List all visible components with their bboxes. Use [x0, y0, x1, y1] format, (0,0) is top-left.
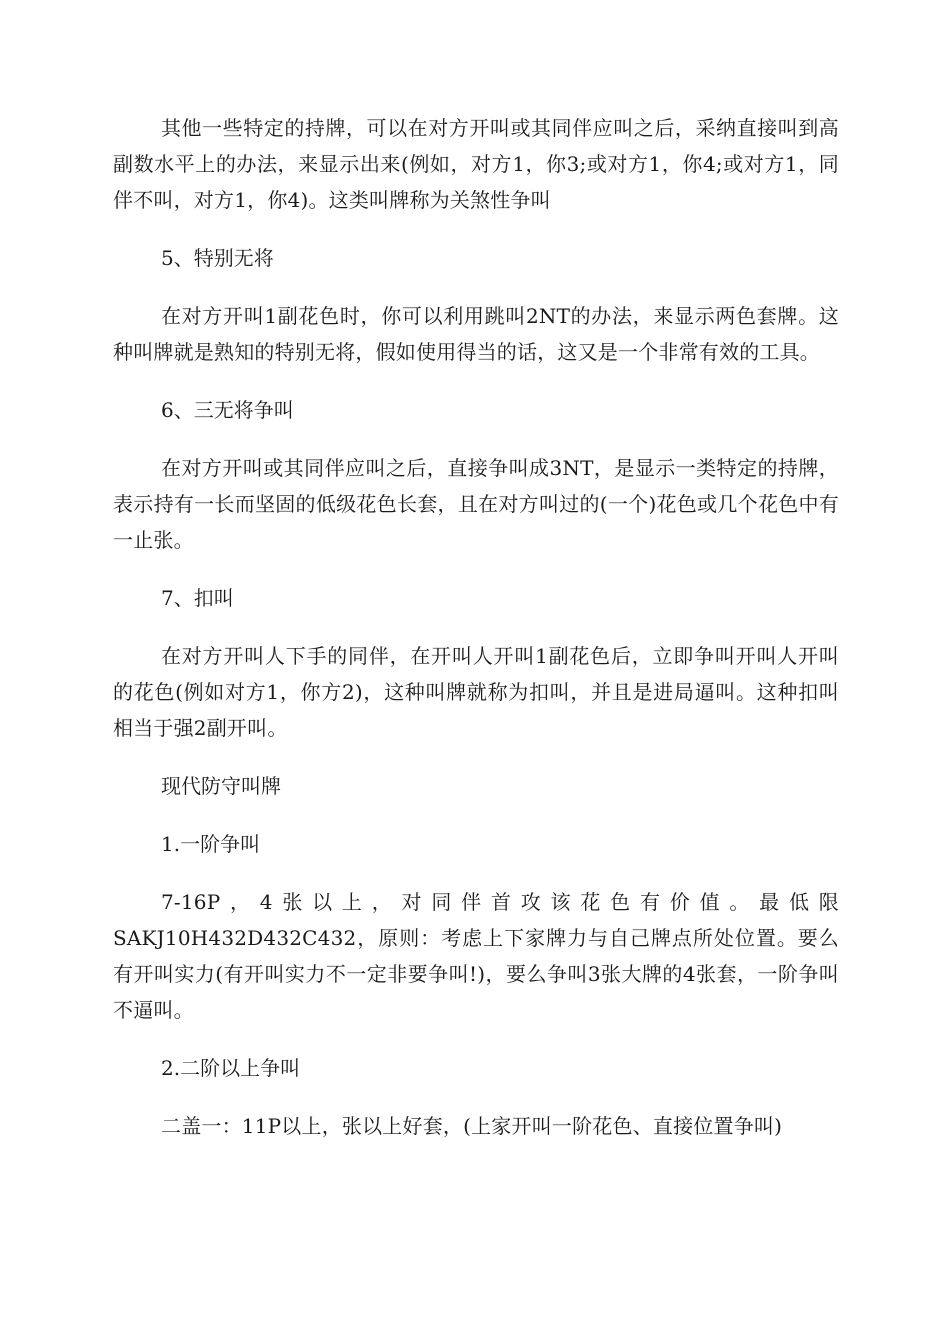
paragraph-unusual-notrump: 在对方开叫1副花色时，你可以利用跳叫2NT的办法，来显示两色套牌。这种叫牌就是熟知的特别无将，假如使用得当的话，这又是一个非常有效的工具。 [113, 304, 839, 364]
heading-unusual-notrump: 5、特别无将 [161, 246, 274, 270]
paragraph-two-over-one: 二盖一：11P以上，张以上好套，(上家开叫一阶花色、直接位置争叫) [161, 1114, 783, 1138]
paragraph-cue-bid: 在对方开叫人下手的同伴，在开叫人开叫1副花色后，立即争叫开叫人开叫的花色(例如对方1，你方2)，这种叫牌就称为扣叫，并且是进局逼叫。这种扣叫相当于强2副开叫。 [113, 644, 839, 740]
paragraph-one-level-overcall: 7-16P，4张以上，对同伴首攻该花色有价值。最低限SAKJ10H432D432C432，原则：考虑上下家牌力与自己牌点所处位置。要么有开叫实力(有开叫实力不一定非要争叫!)，要么争叫3张大牌的4张套，一阶争叫不逼叫。 [113, 890, 839, 1022]
heading-two-level-overcall: 2.二阶以上争叫 [161, 1056, 301, 1080]
paragraph-competitive-jump-bids: 其他一些特定的持牌，可以在对方开叫或其同伴应叫之后，采纳直接叫到高副数水平上的办法，来显示出来(例如，对方1，你3;或对方1，你4;或对方1，同伴不叫，对方1，你4)。这类叫牌称为关煞性争叫 [113, 116, 839, 212]
heading-modern-defensive-bidding: 现代防守叫牌 [161, 774, 281, 798]
heading-one-level-overcall: 1.一阶争叫 [161, 832, 261, 856]
paragraph-3nt-overcall: 在对方开叫或其同伴应叫之后，直接争叫成3NT，是显示一类特定的持牌，表示持有一长而坚固的低级花色长套，且在对方叫过的(一个)花色或几个花色中有一止张。 [113, 456, 839, 552]
heading-cue-bid: 7、扣叫 [161, 586, 234, 610]
heading-3nt-overcall: 6、三无将争叫 [161, 398, 294, 422]
document-body [113, 110, 839, 1166]
